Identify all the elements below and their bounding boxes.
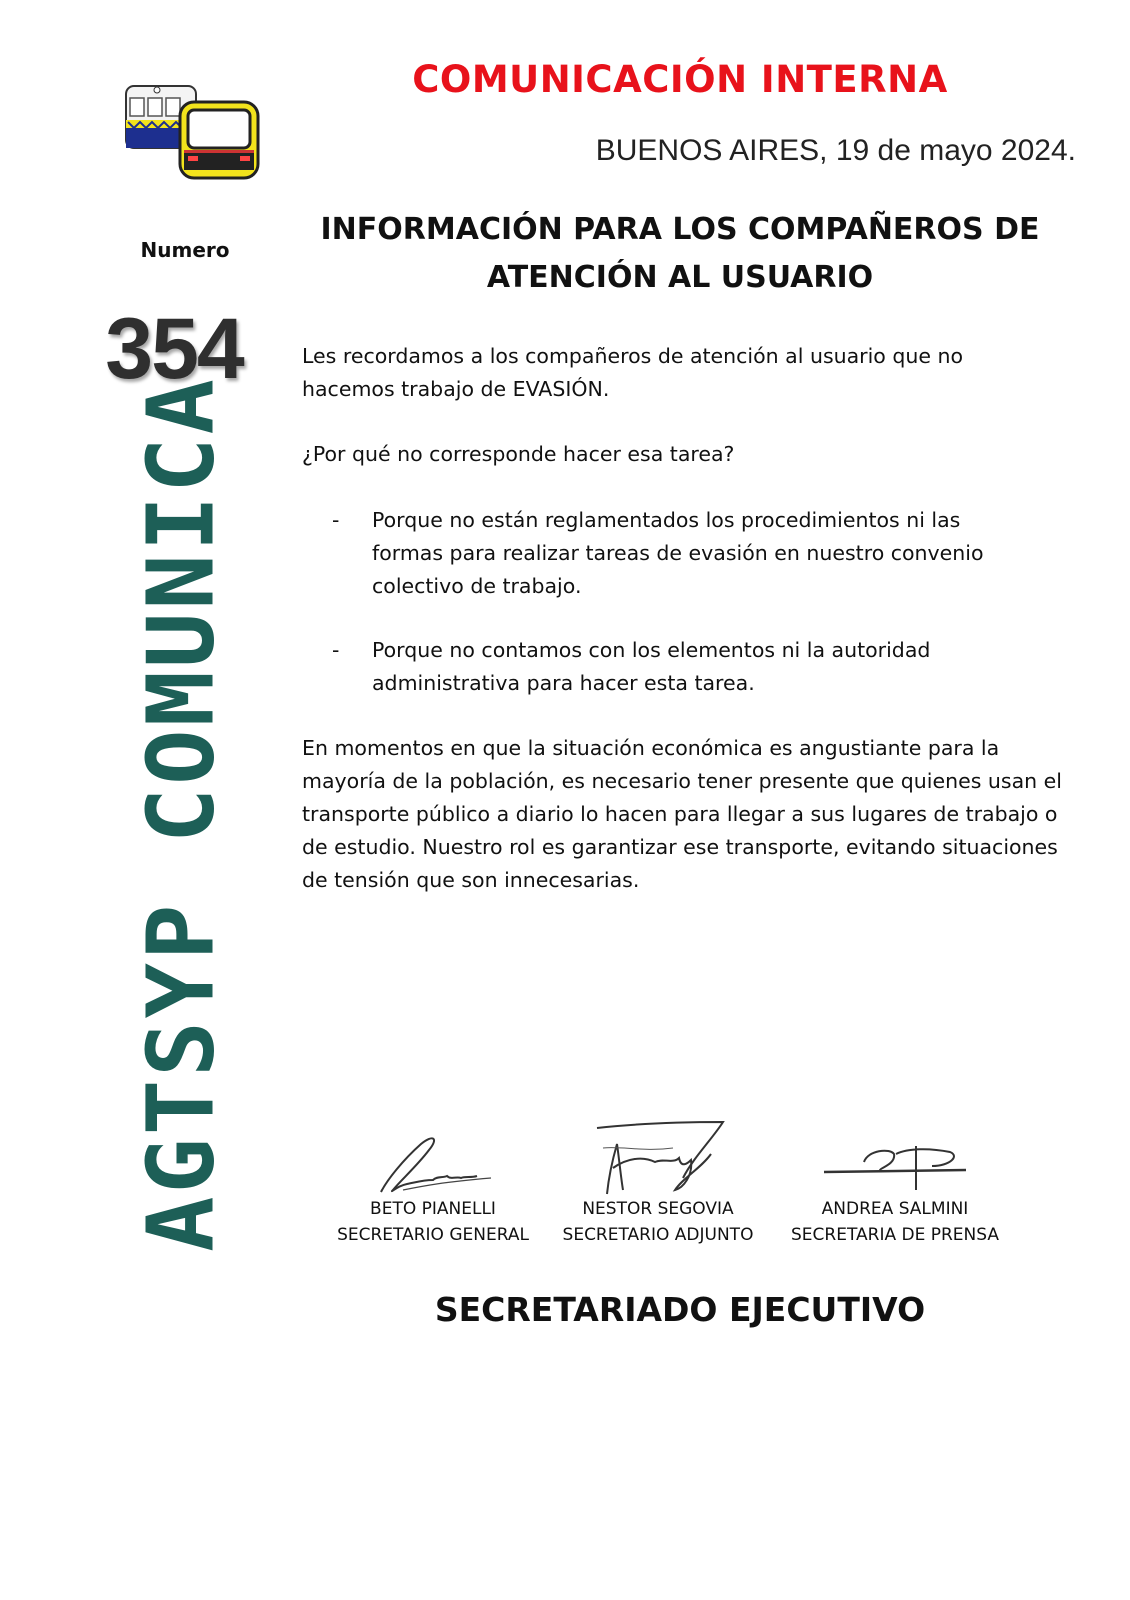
headline (300, 206, 1060, 302)
bullet-dash: - (332, 638, 340, 662)
headline-line-2: ATENCIÓN AL USUARIO (486, 260, 874, 295)
signature-image (820, 1140, 970, 1196)
paragraph-question: ¿Por qué no corresponde hacer esa tarea? (302, 442, 735, 466)
numero-value: 354 (105, 301, 243, 397)
signer-name: ANDREA SALMINI (821, 1199, 969, 1219)
footer-signature-title: SECRETARIADO EJECUTIVO (434, 1290, 926, 1329)
signature-block (330, 1130, 536, 1248)
vertical-banner (127, 376, 235, 1252)
bullet-text: Porque no están reglamentados los procedimientos ni las formas para realizar tareas de evasión en nuestro convenio colectivo de trabajo. (372, 508, 984, 598)
document-date: BUENOS AIRES, 19 de mayo 2024. (595, 134, 1076, 167)
bullet-dash: - (332, 508, 340, 532)
trains-logo-icon (124, 84, 262, 180)
signer-role: SECRETARIO GENERAL (337, 1225, 529, 1245)
headline-line-1: INFORMACIÓN PARA LOS COMPAÑEROS DE (320, 212, 1040, 247)
paragraph-closing: En momentos en que la situación económica es angustiante para la mayoría de la población, es necesario tener presente que quienes usan el transporte público a diario lo hacen para llegar a sus lugares de trabajo o de estudio. Nuestro rol es garantizar ese transporte, evitando situaciones de tensión que son innecesarias. (302, 736, 1062, 892)
bullet-text: Porque no contamos con los elementos ni la autoridad administrativa para hacer esta tarea. (372, 638, 931, 695)
signer-role: SECRETARIA DE PRENSA (790, 1225, 999, 1245)
document-title: COMUNICACIÓN INTERNA (412, 58, 948, 101)
signature-block (785, 1140, 1005, 1248)
signature-image (583, 1118, 733, 1196)
bullet-item (332, 504, 1032, 603)
paragraph-intro: Les recordamos a los compañeros de atención al usuario que no hacemos trabajo de EVASIÓN. (302, 344, 964, 401)
vertical-banner-text: AGTSYP COMUNICA (127, 376, 235, 1252)
numero-label: Numero (140, 238, 230, 262)
signatures (330, 1130, 1030, 1260)
signer-name: NESTOR SEGOVIA (582, 1199, 734, 1219)
signature-block (555, 1118, 761, 1248)
bullet-item (332, 634, 1032, 700)
signature-image (373, 1130, 493, 1196)
signer-name: BETO PIANELLI (370, 1199, 496, 1219)
signer-role: SECRETARIO ADJUNTO (562, 1225, 754, 1245)
